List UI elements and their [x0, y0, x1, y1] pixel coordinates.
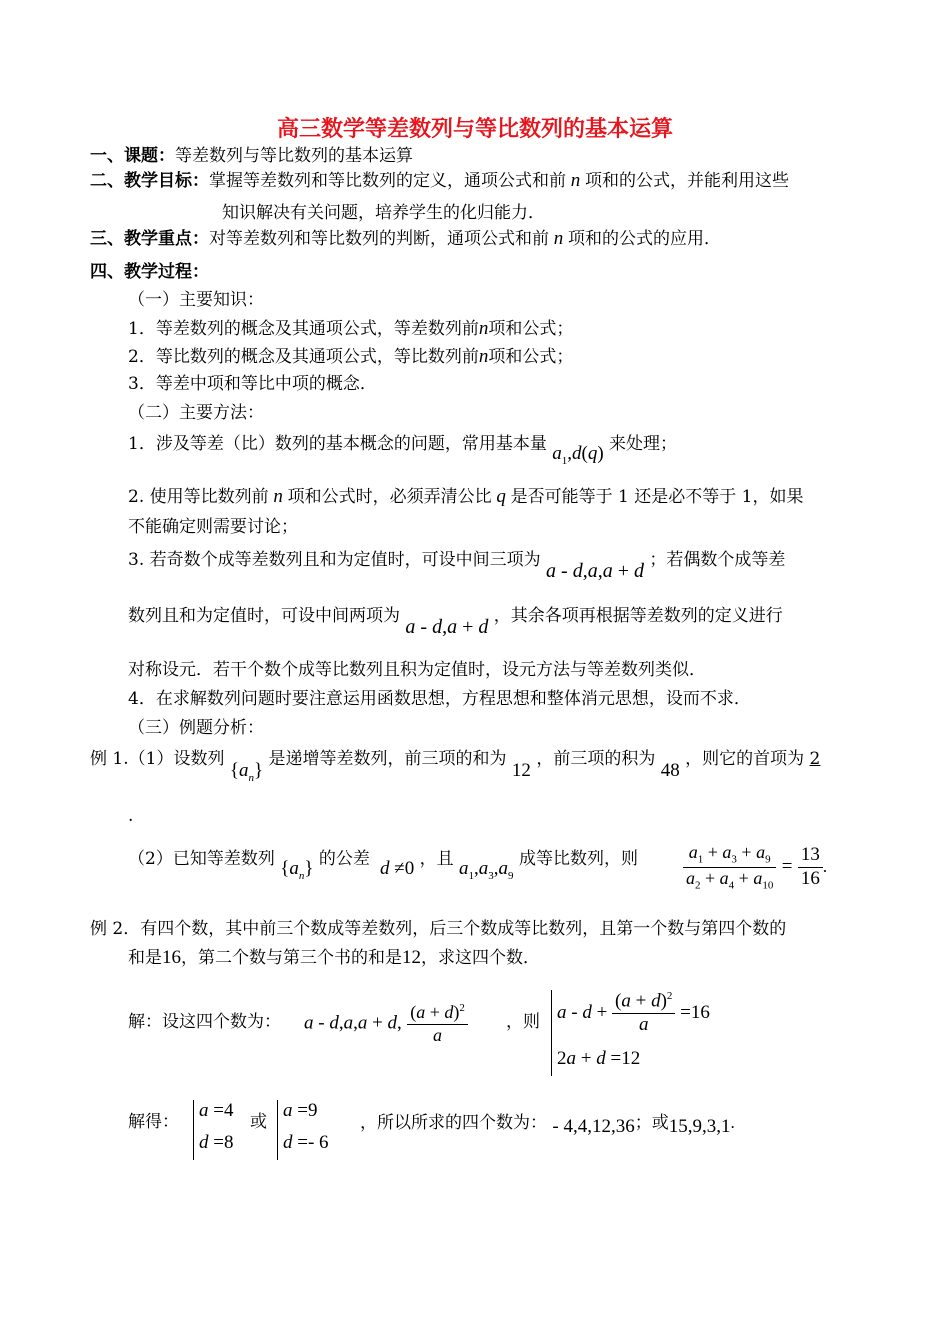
method-item-3	[128, 547, 786, 582]
section-process: 四、教学过程：	[90, 262, 209, 282]
math-ratio-fraction: $\frac{a_1 + a_3 + a_9}{a_2 + a_4 + a_{10}}$ = $\frac{13}{16}$ .	[683, 842, 827, 893]
equation-1: a - d + $\frac{(a + d)^2}{a}$ =16	[557, 990, 710, 1036]
answer-denominator: 16	[800, 867, 820, 889]
method-item-3-end: 对称设元．若干个数个成等比数列且积为定值时，设元方法与等差数列类似．	[128, 660, 706, 680]
item-text: ，所以所求的四个数为：	[360, 1113, 547, 1133]
knowledge-item-1	[128, 318, 573, 341]
equation-rhs: 16	[690, 1002, 710, 1024]
math-n: n	[549, 228, 568, 249]
item-text: ；若偶数个成等差	[649, 550, 786, 570]
math-number: 48	[660, 760, 680, 781]
math-set-an: $\{a_n\}$	[229, 760, 264, 784]
math-number: 12	[402, 947, 421, 968]
section-goals-line2: 知识解决有关问题，培养学生的化归能力．	[222, 203, 545, 223]
result-set-2: 15,9,3,1	[668, 1116, 731, 1137]
result-2-a: a =9	[283, 1100, 318, 1121]
item-text: 成等比数列，则	[518, 849, 638, 869]
answer-blank: 2	[809, 749, 821, 769]
math-n: n	[268, 486, 288, 507]
item-text: ，其余各项再根据等差数列的定义进行	[493, 606, 783, 626]
example-1-part-1	[90, 748, 821, 784]
section-text: 项和的公式，并能利用这些	[585, 171, 789, 191]
math-four-numbers: a - d,a,a + d, $\frac{(a + d)^2}{a}$	[304, 1002, 468, 1046]
math-number: 16	[162, 947, 181, 968]
item-text: 例 1.（1）设数列	[90, 749, 225, 769]
section-label: 三、教学重点：	[90, 229, 209, 249]
item-text: ，求这四个数．	[421, 948, 540, 968]
item-text: ，则它的首项为	[685, 749, 805, 769]
method-item-3-cont	[128, 603, 783, 638]
item-text: 数列且和为定值时，可设中间两项为	[128, 606, 400, 626]
result-or: 或	[250, 1112, 267, 1132]
section-topic	[90, 146, 413, 166]
value: - 6	[307, 1132, 329, 1153]
math-two-terms: a - d,a + d	[405, 616, 489, 638]
result-set-1: - 4,4,12,36	[552, 1116, 635, 1137]
answer-fraction	[798, 844, 823, 891]
math-a1a3a9: $a_1,a_3,a_9$	[459, 858, 514, 882]
page-title: 高三数学等差数列与等比数列的基本运算	[276, 116, 673, 142]
math-n: n	[566, 170, 585, 191]
answer-numerator: 13	[798, 844, 823, 868]
solution-intro: 解：设这四个数为：	[128, 1012, 281, 1032]
result-conclusion: ，所以所求的四个数为： - 4,4,12,36；或15,9,3,1.	[360, 1113, 735, 1137]
item-text: ；或	[634, 1113, 669, 1133]
section-text: 等差数列与等比数列的基本运算	[175, 146, 413, 166]
section-text: 掌握等差数列和等比数列的定义，通项公式和前	[209, 171, 566, 191]
example-2: 例 2．有四个数，其中前三个数成等差数列，后三个数成等比数列，且第一个数与第四个数的	[90, 919, 787, 939]
system-brace	[193, 1100, 194, 1160]
math-three-terms: a - d,a,a + d	[546, 560, 644, 582]
section-text: 对等差数列和等比数列的判断，通项公式和前	[209, 229, 549, 249]
item-text: 项和公式时，必须弄清公比	[287, 487, 492, 507]
method-item-2-cont: 不能确定则需要讨论；	[128, 517, 298, 537]
math-n: n	[478, 318, 489, 339]
item-text: 1．涉及等差（比）数列的基本概念的问题，常用基本量	[128, 434, 547, 454]
result-intro: 解得：	[128, 1112, 179, 1132]
equation-rhs: 12	[621, 1048, 641, 1069]
item-text: 1．等差数列的概念及其通项公式，等差数列前	[128, 319, 479, 339]
item-text: 2. 使用等比数列前	[128, 487, 269, 507]
result-1-a: a =4	[199, 1100, 234, 1121]
example-1-dot: .	[128, 806, 134, 826]
item-text: ，且	[419, 849, 454, 869]
fraction: $\frac{(a + d)^2}{a}$	[407, 1002, 468, 1046]
item-text: 项和公式；	[488, 347, 574, 367]
result-2-d: d =- 6	[283, 1132, 329, 1153]
method-item-1	[128, 433, 678, 467]
item-text: 是否可能等于 1 还是必不等于 1，如果	[510, 487, 804, 507]
item-text: 是递增等差数列，前三项的和为	[268, 749, 507, 769]
fraction: $\frac{(a + d)^2}{a}$	[612, 990, 675, 1037]
knowledge-item-2	[128, 346, 573, 369]
value: 4	[223, 1100, 234, 1121]
math-set-an: $\{a_n\}$	[280, 858, 314, 882]
math-number: 12	[511, 760, 531, 781]
item-text: 的公差	[318, 849, 370, 869]
value: 9	[307, 1100, 318, 1121]
result-1-d: d =8	[199, 1132, 234, 1153]
value: 8	[223, 1132, 234, 1153]
item-text: 来处理；	[609, 434, 678, 454]
equation-2: 2a + d =12	[557, 1048, 641, 1069]
item-text: ，第二个数与第三个书的和是	[181, 948, 402, 968]
method-item-4: 4．在求解数列问题时要注意运用函数思想，方程思想和整体消元思想，设而不求．	[128, 689, 751, 709]
section-text: 项和的公式的应用．	[568, 229, 721, 249]
section-label: 二、教学目标：	[90, 171, 209, 191]
item-text: 项和公式；	[488, 319, 574, 339]
system-brace	[551, 990, 552, 1076]
fraction: $\frac{a_1 + a_3 + a_9}{a_2 + a_4 + a_{10}}$	[683, 842, 776, 893]
item-text: ，前三项的积为	[536, 749, 656, 769]
section-label: 一、课题：	[90, 146, 175, 166]
item-text: 2．等比数列的概念及其通项公式，等比数列前	[128, 347, 479, 367]
math-n: n	[478, 346, 489, 367]
section-goals	[90, 170, 789, 193]
part-examples-heading: （三）例题分析：	[128, 718, 264, 738]
system-brace	[277, 1100, 278, 1160]
section-focus	[90, 228, 721, 251]
example-1-part-2	[128, 848, 638, 882]
part-methods-heading: （二）主要方法：	[128, 403, 264, 423]
item-text: 3. 若奇数个成等差数列且和为定值时，可设中间三项为	[128, 550, 541, 570]
solution-then: ，则	[506, 1012, 540, 1032]
math-a1-dq: $a_1,d(q)$	[552, 443, 604, 467]
part-knowledge-heading: （一）主要知识：	[128, 290, 264, 310]
math-d-nonzero: d ≠0	[375, 858, 415, 879]
knowledge-item-3: 3．等差中项和等比中项的概念．	[128, 374, 377, 394]
math-q: q	[491, 486, 511, 507]
method-item-2	[128, 486, 803, 509]
example-2-cont	[128, 947, 540, 970]
item-text: （2）已知等差数列	[128, 849, 275, 869]
item-text: 和是	[128, 948, 162, 968]
